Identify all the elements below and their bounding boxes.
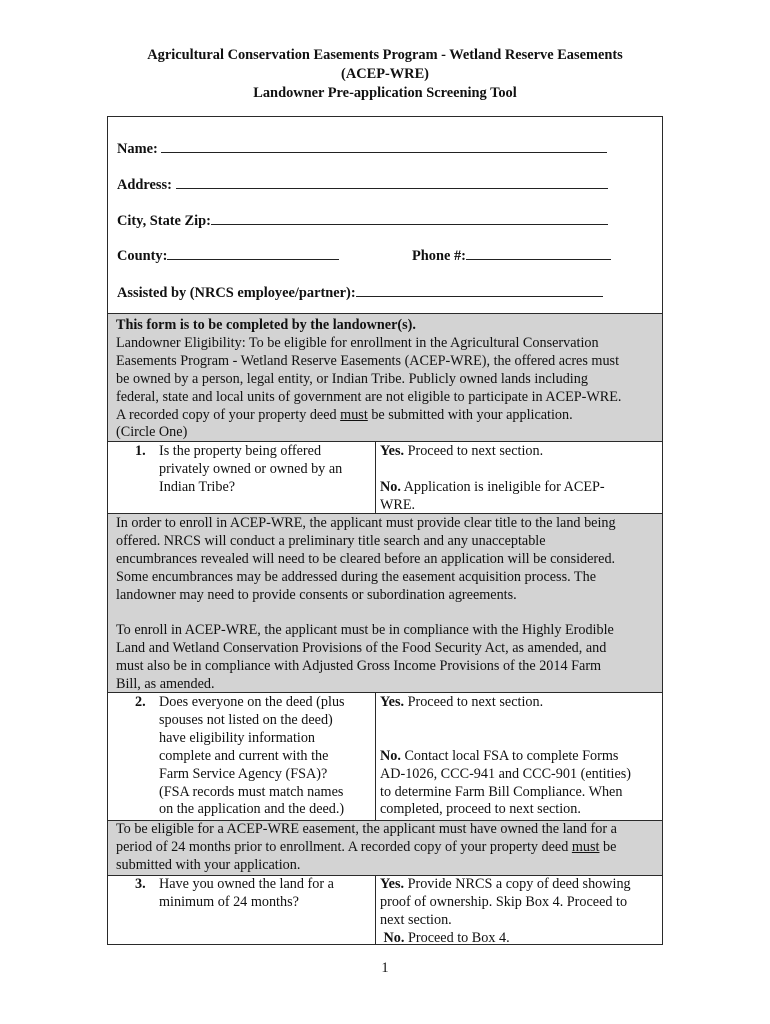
question-3-yes-option[interactable]: Yes. Provide NRCS a copy of deed showing xyxy=(380,876,631,892)
circle-one-instruction: (Circle One) xyxy=(116,424,188,441)
title-compliance-section xyxy=(108,514,662,692)
address-label: Address: xyxy=(117,177,172,193)
name-label: Name: xyxy=(117,141,158,157)
divider xyxy=(108,692,662,693)
question-2-no-option-cont: completed, proceed to next section. xyxy=(380,801,581,818)
title-text: landowner may need to provide consents or subordination agreements. xyxy=(116,586,517,603)
question-2-text: Does everyone on the deed (plus xyxy=(159,694,345,710)
name-input-line[interactable] xyxy=(161,138,607,153)
city-state-zip-label: City, State Zip: xyxy=(117,213,211,229)
question-2-text: on the application and the deed.) xyxy=(159,801,345,818)
question-3-yes-option-cont: next section. xyxy=(380,911,452,928)
page-number: 1 xyxy=(381,960,389,976)
divider xyxy=(108,441,662,442)
address-field[interactable] xyxy=(117,174,608,194)
question-2-text: Farm Service Agency (FSA)? xyxy=(159,765,328,782)
title-text: Some encumbrances may be addressed during the easement acquisition process. The xyxy=(116,568,596,585)
eligibility-text: be owned by a person, legal entity, or Indian Tribe. Publicly owned lands including xyxy=(116,370,588,387)
title-line-3: Landowner Pre-application Screening Tool xyxy=(253,85,517,101)
assisted-by-label: Assisted by (NRCS employee/partner): xyxy=(117,285,356,301)
question-1-number: 1. xyxy=(135,443,146,459)
phone-field[interactable] xyxy=(412,245,611,265)
city-state-zip-input-line[interactable] xyxy=(211,210,608,225)
ownership-text: To be eligible for a ACEP-WRE easement, the applicant must have owned the land for a xyxy=(116,821,617,837)
phone-input-line[interactable] xyxy=(466,245,611,260)
question-1-text: Indian Tribe? xyxy=(159,478,236,495)
question-2-no-option-cont: AD-1026, CCC-941 and CCC-901 (entities) xyxy=(380,765,632,782)
eligibility-section xyxy=(108,314,662,441)
question-3-number: 3. xyxy=(135,876,146,892)
ownership-text: submitted with your application. xyxy=(116,856,301,873)
question-3-text: minimum of 24 months? xyxy=(159,893,299,910)
ownership-text: period of 24 months prior to enrollment. A recorded copy of your property deed must be xyxy=(116,838,617,855)
question-1-text: Is the property being offered xyxy=(159,443,322,459)
question-2-no-option[interactable]: No. Contact local FSA to complete Forms xyxy=(380,747,619,764)
question-2-text: (FSA records must match names xyxy=(159,783,344,800)
question-1-text: privately owned or owned by an xyxy=(159,460,343,477)
question-2-text: complete and current with the xyxy=(159,747,329,764)
applicant-info-section xyxy=(108,117,662,313)
question-2-yes-option[interactable]: Yes. Proceed to next section. xyxy=(380,694,544,710)
county-input-line[interactable] xyxy=(167,245,339,260)
title-line-2: (ACEP-WRE) xyxy=(341,66,429,82)
city-state-zip-field[interactable] xyxy=(117,210,608,230)
eligibility-text: federal, state and local units of government are not eligible to participate in ACEP-WRE. xyxy=(116,388,622,405)
document-title xyxy=(0,46,770,103)
title-text: offered. NRCS will conduct a preliminary title search and any unacceptable xyxy=(116,532,546,549)
name-field[interactable] xyxy=(117,138,607,158)
county-field[interactable] xyxy=(117,245,339,265)
deed-requirement-text: A recorded copy of your property deed must be submitted with your application. xyxy=(116,406,573,423)
compliance-text: Land and Wetland Conservation Provisions of the Food Security Act, as amended, and xyxy=(116,640,607,657)
ownership-section xyxy=(108,821,662,875)
question-1-answers xyxy=(380,443,605,515)
compliance-text: must also be in compliance with Adjusted Gross Income Provisions of the 2014 Farm xyxy=(116,658,602,675)
question-3-answers xyxy=(380,876,631,948)
question-1-yes-option[interactable]: Yes. Proceed to next section. xyxy=(380,443,544,459)
assisted-by-field[interactable] xyxy=(117,282,603,302)
question-3-yes-option-cont: proof of ownership. Skip Box 4. Proceed to xyxy=(380,893,628,910)
compliance-text: To enroll in ACEP-WRE, the applicant must be in compliance with the Highly Erodible xyxy=(116,622,614,639)
title-text: encumbrances revealed will need to be cleared before an application will be considered. xyxy=(116,550,616,567)
address-input-line[interactable] xyxy=(176,174,608,189)
question-3-text: Have you owned the land for a xyxy=(159,876,334,892)
question-2-text: have eligibility information xyxy=(159,729,316,746)
phone-label: Phone #: xyxy=(412,248,466,264)
county-label: County: xyxy=(117,248,168,264)
column-divider xyxy=(375,875,376,944)
form-frame xyxy=(107,116,663,945)
question-2-text: spouses not listed on the deed) xyxy=(159,711,333,728)
question-2-number: 2. xyxy=(135,694,146,710)
question-1-no-option[interactable]: No. Application is ineligible for ACEP- xyxy=(380,478,605,495)
column-divider xyxy=(375,441,376,513)
assisted-by-input-line[interactable] xyxy=(356,282,603,297)
question-2-answers xyxy=(380,694,631,819)
compliance-text: Bill, as amended. xyxy=(116,676,215,693)
question-2-no-option-cont: to determine Farm Bill Compliance. When xyxy=(380,783,623,800)
question-3-no-option[interactable]: No. Proceed to Box 4. xyxy=(383,929,510,946)
eligibility-heading: This form is to be completed by the landowner(s). xyxy=(116,317,416,333)
question-1-no-option-cont: WRE. xyxy=(380,496,416,513)
title-line-1: Agricultural Conservation Easements Program - Wetland Reserve Easements xyxy=(147,47,623,63)
column-divider xyxy=(375,692,376,820)
eligibility-text: Easements Program - Wetland Reserve Easements (ACEP-WRE), the offered acres must xyxy=(116,352,620,369)
eligibility-text: Landowner Eligibility: To be eligible for enrollment in the Agricultural Conservation xyxy=(116,334,599,351)
title-text: In order to enroll in ACEP-WRE, the applicant must provide clear title to the land being xyxy=(116,515,616,531)
